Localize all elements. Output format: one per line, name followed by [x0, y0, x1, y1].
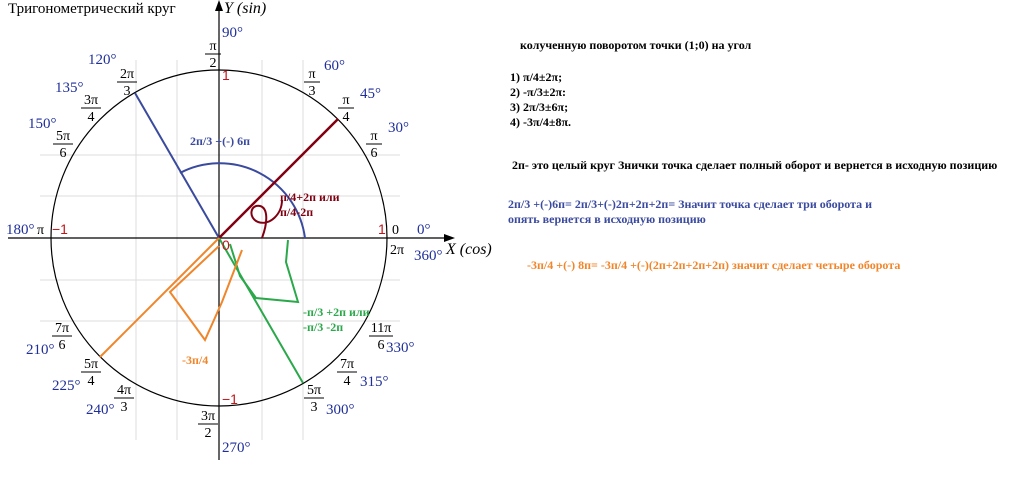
- annotation-maroon-1: п/4+2п или: [280, 190, 340, 204]
- label-one-top: 1: [222, 67, 230, 83]
- x-axis-label: X (cos): [446, 241, 492, 258]
- deg-135: 135°: [55, 80, 84, 96]
- y-axis-arrow: [215, 0, 223, 11]
- annotation-orange: -3п/4: [182, 353, 209, 367]
- rad-135-num: 3π: [83, 93, 99, 108]
- rad-120-den: 3: [123, 84, 131, 99]
- label-origin: 0: [222, 237, 230, 253]
- annotation-green-2: -п/3 -2п: [303, 320, 344, 334]
- deg-330: 330°: [386, 340, 415, 356]
- rad-150-den: 6: [59, 146, 67, 161]
- rad-90-den: 2: [209, 56, 217, 71]
- page-title: Тригонометрический круг: [8, 1, 176, 17]
- rad-135-den: 4: [87, 110, 95, 125]
- maroon-rotation-loop: [251, 200, 282, 238]
- explanation-blue-1: 2п/3 +(-)6п= 2п/3+(-)2п+2п+2п= Значит точка сделает три оборота и: [508, 197, 873, 211]
- rad-225-den: 4: [87, 374, 95, 389]
- task-item: 4) -3π/4±8π.: [510, 115, 572, 129]
- deg-45: 45°: [360, 86, 381, 102]
- radius-225: [100, 238, 219, 357]
- rad-45-den: 4: [342, 110, 350, 125]
- deg-90: 90°: [222, 25, 243, 41]
- task-item: 2) -π/3±2π:: [510, 85, 567, 99]
- rad-300-num: 5π: [306, 383, 322, 398]
- rad-300-den: 3: [310, 400, 318, 415]
- task-item: 1) π/4±2π;: [510, 70, 563, 84]
- rad-0: 0: [392, 223, 399, 238]
- deg-225: 225°: [52, 378, 81, 394]
- rad-2pi: 2π: [390, 243, 405, 258]
- rad-270-num: 3π: [200, 409, 216, 424]
- label-one-right: 1: [378, 221, 386, 237]
- rad-60-num: π: [308, 67, 316, 82]
- rad-150-num: 5π: [55, 129, 71, 144]
- rad-315-num: 7π: [339, 357, 355, 372]
- explanation-blue-2: опять вернется в исходную позицию: [508, 212, 706, 226]
- annotation-maroon-2: п/4-2п: [280, 205, 314, 219]
- annotation-blue: 2п/3 +(-) 6п: [190, 134, 250, 148]
- task-list: [510, 70, 571, 130]
- deg-360: 360°: [414, 248, 443, 264]
- rad-180: π: [37, 223, 45, 238]
- rad-240-den: 3: [120, 400, 128, 415]
- deg-180: 180°: [6, 222, 35, 238]
- task-heading: колученную поворотом точки (1;0) на угол: [520, 38, 752, 52]
- rad-330-num: 11π: [370, 321, 392, 336]
- rad-240-num: 4π: [116, 383, 132, 398]
- rad-45-num: π: [342, 93, 350, 108]
- task-item: 3) 2π/3±6π;: [510, 100, 569, 114]
- deg-315: 315°: [360, 374, 389, 390]
- rad-30-den: 6: [370, 146, 378, 161]
- deg-270: 270°: [222, 440, 251, 456]
- rad-225-num: 5π: [83, 357, 99, 372]
- deg-150: 150°: [28, 116, 57, 132]
- rad-120-num: 2π: [119, 67, 135, 82]
- explanation-orange: -3п/4 +(-) 8п= -3п/4 +(-)(2п+2п+2п+2п) значит сделает четыре оборота: [527, 258, 901, 272]
- deg-300: 300°: [326, 402, 355, 418]
- label-minus-one-left: −1: [52, 221, 68, 237]
- rad-30-num: π: [370, 129, 378, 144]
- radius-300: [219, 238, 303, 383]
- rad-90-num: π: [209, 39, 217, 54]
- rad-330-den: 6: [377, 338, 385, 353]
- deg-120: 120°: [88, 52, 117, 68]
- rad-210-den: 6: [58, 338, 66, 353]
- rad-210-num: 7π: [54, 321, 70, 336]
- deg-30: 30°: [388, 120, 409, 136]
- deg-240: 240°: [86, 402, 115, 418]
- rad-60-den: 3: [308, 84, 316, 99]
- deg-0: 0°: [417, 222, 431, 238]
- y-axis-label: Y (sin): [224, 0, 267, 17]
- label-minus-one-bottom: −1: [222, 391, 238, 407]
- deg-210: 210°: [26, 342, 55, 358]
- green-rotation-loop: [230, 240, 298, 302]
- explanation-full-circle: 2п- это целый круг Знички точка сделает полный оборот и вернется в исходную позицию: [512, 158, 998, 172]
- annotation-green-1: -п/3 +2п или: [303, 305, 370, 319]
- rad-315-den: 4: [343, 374, 351, 389]
- rad-270-den: 2: [204, 426, 212, 441]
- deg-60: 60°: [324, 58, 345, 74]
